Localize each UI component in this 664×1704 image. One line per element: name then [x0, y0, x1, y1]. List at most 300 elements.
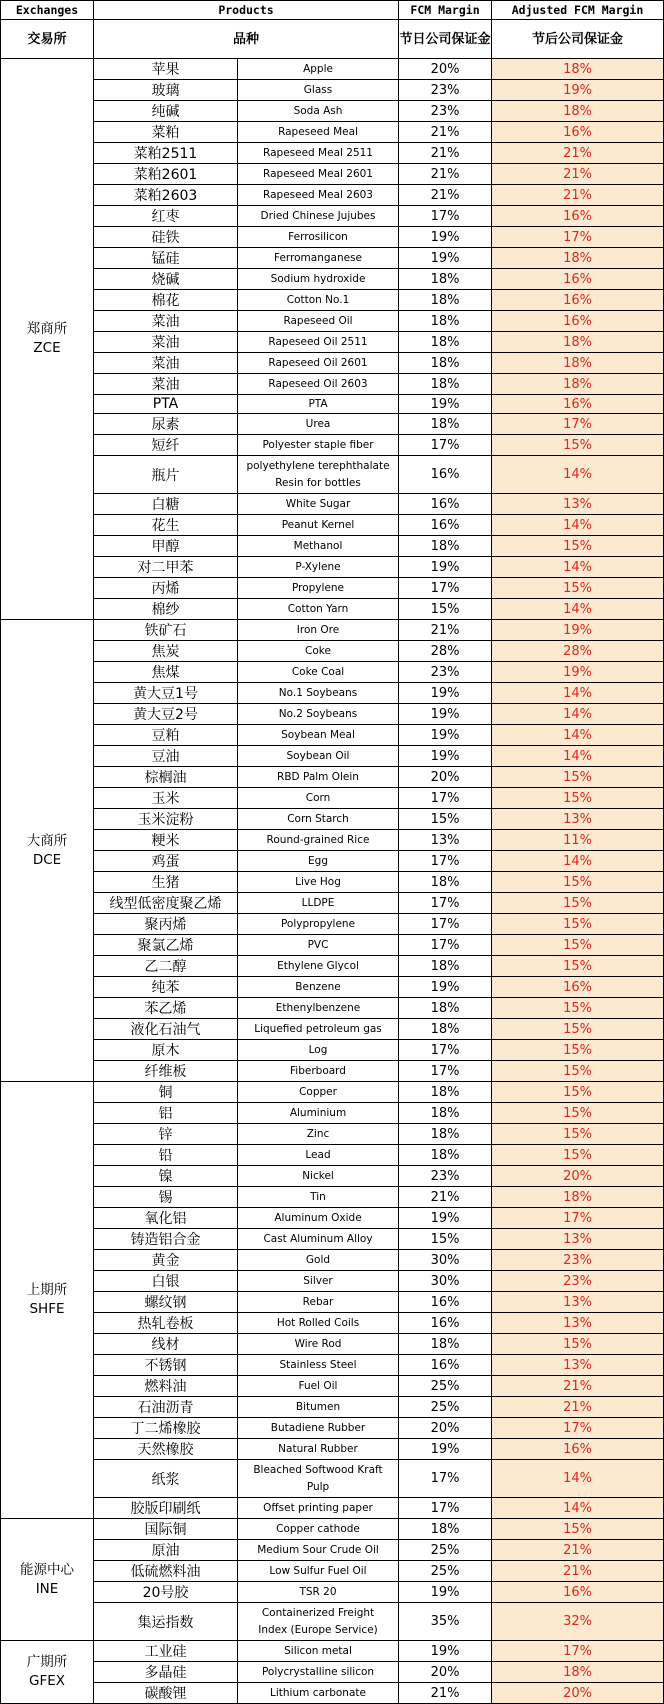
fcm-margin-value: 21%	[399, 143, 492, 164]
fcm-margin-value: 18%	[399, 1145, 492, 1166]
exchange-cell	[1, 1082, 94, 1519]
table-row	[1, 1498, 664, 1519]
adjusted-margin-value: 17%	[492, 1418, 664, 1439]
adjusted-margin-value: 21%	[492, 164, 664, 185]
fcm-margin-value: 18%	[399, 956, 492, 977]
header-fcm-margin: FCM Margin	[399, 1, 492, 20]
product-name-zh: 热轧卷板	[94, 1313, 238, 1334]
header-product-zh: 品种	[94, 20, 399, 59]
table-row	[1, 1229, 664, 1250]
fcm-margin-value: 16%	[399, 1313, 492, 1334]
fcm-margin-value: 18%	[399, 414, 492, 435]
adjusted-margin-value: 15%	[492, 935, 664, 956]
exchange-cell	[1, 59, 94, 620]
table-row	[1, 269, 664, 290]
adjusted-margin-value: 15%	[492, 435, 664, 456]
adjusted-margin-value: 23%	[492, 1271, 664, 1292]
product-name-en: Nickel	[238, 1166, 399, 1187]
fcm-margin-value: 18%	[399, 1103, 492, 1124]
adjusted-margin-value: 20%	[492, 1683, 664, 1704]
product-name-en: Log	[238, 1040, 399, 1061]
product-name-en: Cast Aluminum Alloy	[238, 1229, 399, 1250]
header-post-holiday-margin-zh: 节后公司保证金	[492, 20, 664, 59]
product-name-en: Containerized Freight Index (Europe Service)	[238, 1603, 399, 1641]
fcm-margin-value: 21%	[399, 122, 492, 143]
adjusted-margin-value: 11%	[492, 830, 664, 851]
adjusted-margin-value: 16%	[492, 1439, 664, 1460]
adjusted-margin-value: 15%	[492, 1061, 664, 1082]
adjusted-margin-value: 21%	[492, 1376, 664, 1397]
table-row	[1, 767, 664, 788]
product-name-en: Gold	[238, 1250, 399, 1271]
table-row	[1, 788, 664, 809]
exchange-cell	[1, 1641, 94, 1704]
fcm-margin-value: 18%	[399, 1519, 492, 1540]
table-row	[1, 248, 664, 269]
product-name-zh: 锡	[94, 1187, 238, 1208]
fcm-margin-value: 19%	[399, 977, 492, 998]
fcm-margin-value: 20%	[399, 1662, 492, 1683]
fcm-margin-value: 17%	[399, 578, 492, 599]
fcm-margin-value: 18%	[399, 1019, 492, 1040]
adjusted-margin-value: 15%	[492, 536, 664, 557]
table-row	[1, 332, 664, 353]
adjusted-margin-value: 13%	[492, 1355, 664, 1376]
table-body	[1, 59, 664, 1704]
table-row	[1, 1019, 664, 1040]
adjusted-margin-value: 21%	[492, 1540, 664, 1561]
table-row	[1, 599, 664, 620]
table-row	[1, 101, 664, 122]
adjusted-margin-value: 14%	[492, 557, 664, 578]
product-name-zh: PTA	[94, 395, 238, 414]
fcm-margin-value: 20%	[399, 59, 492, 80]
table-row	[1, 1061, 664, 1082]
product-name-en: Methanol	[238, 536, 399, 557]
adjusted-margin-value: 16%	[492, 311, 664, 332]
fcm-margin-value: 17%	[399, 1460, 492, 1498]
table-row	[1, 290, 664, 311]
fcm-margin-value: 17%	[399, 788, 492, 809]
table-row	[1, 206, 664, 227]
adjusted-margin-value: 15%	[492, 1124, 664, 1145]
adjusted-margin-value: 16%	[492, 395, 664, 414]
adjusted-margin-value: 14%	[492, 746, 664, 767]
product-name-zh: 棉花	[94, 290, 238, 311]
product-name-en: Soybean Meal	[238, 725, 399, 746]
header-exchange-zh: 交易所	[1, 20, 94, 59]
product-name-zh: 棕榈油	[94, 767, 238, 788]
adjusted-margin-value: 14%	[492, 704, 664, 725]
adjusted-margin-value: 18%	[492, 1662, 664, 1683]
fcm-margin-value: 17%	[399, 1498, 492, 1519]
fcm-margin-value: 15%	[399, 809, 492, 830]
table-row	[1, 1166, 664, 1187]
fcm-margin-value: 18%	[399, 872, 492, 893]
product-name-en: No.1 Soybeans	[238, 683, 399, 704]
product-name-en: Iron Ore	[238, 620, 399, 641]
fcm-margin-value: 25%	[399, 1540, 492, 1561]
fcm-margin-value: 19%	[399, 395, 492, 414]
table-row	[1, 122, 664, 143]
product-name-en: Offset printing paper	[238, 1498, 399, 1519]
product-name-zh: 螺纹钢	[94, 1292, 238, 1313]
table-row	[1, 1040, 664, 1061]
fcm-margin-value: 19%	[399, 704, 492, 725]
fcm-margin-value: 25%	[399, 1561, 492, 1582]
product-name-zh: 菜油	[94, 374, 238, 395]
product-name-en: Aluminum Oxide	[238, 1208, 399, 1229]
exchange-cell	[1, 1519, 94, 1641]
product-name-en: Wire Rod	[238, 1334, 399, 1355]
product-name-zh: 瓶片	[94, 456, 238, 494]
product-name-zh: 豆油	[94, 746, 238, 767]
product-name-zh: 丁二烯橡胶	[94, 1418, 238, 1439]
adjusted-margin-value: 21%	[492, 1561, 664, 1582]
table-row	[1, 414, 664, 435]
table-row	[1, 164, 664, 185]
product-name-en: Ferromanganese	[238, 248, 399, 269]
table-row	[1, 1355, 664, 1376]
table-row	[1, 1334, 664, 1355]
product-name-zh: 丙烯	[94, 578, 238, 599]
fcm-margin-value: 18%	[399, 998, 492, 1019]
product-name-en: Ethenylbenzene	[238, 998, 399, 1019]
exchange-code: SHFE	[29, 1301, 65, 1317]
table-row	[1, 1582, 664, 1603]
product-name-en: Rapeseed Oil	[238, 311, 399, 332]
product-name-en: Silver	[238, 1271, 399, 1292]
fcm-margin-value: 23%	[399, 1166, 492, 1187]
fcm-margin-value: 16%	[399, 515, 492, 536]
table-row	[1, 1376, 664, 1397]
product-name-zh: 镍	[94, 1166, 238, 1187]
adjusted-margin-value: 32%	[492, 1603, 664, 1641]
product-name-en: Butadiene Rubber	[238, 1418, 399, 1439]
fcm-margin-value: 17%	[399, 206, 492, 227]
exchange-code: INE	[35, 1580, 59, 1597]
table-row	[1, 1082, 664, 1103]
adjusted-margin-value: 16%	[492, 1582, 664, 1603]
adjusted-margin-value: 14%	[492, 851, 664, 872]
fcm-margin-value: 16%	[399, 1355, 492, 1376]
product-name-en: Rapeseed Meal 2601	[238, 164, 399, 185]
adjusted-margin-value: 15%	[492, 1334, 664, 1355]
adjusted-margin-value: 16%	[492, 290, 664, 311]
product-name-zh: 硅铁	[94, 227, 238, 248]
exchange-cell	[1, 620, 94, 1082]
product-name-zh: 红枣	[94, 206, 238, 227]
product-name-en: Natural Rubber	[238, 1439, 399, 1460]
product-name-zh: 20号胶	[94, 1582, 238, 1603]
product-name-en: Soda Ash	[238, 101, 399, 122]
adjusted-margin-value: 13%	[492, 494, 664, 515]
product-name-en: Medium Sour Crude Oil	[238, 1540, 399, 1561]
adjusted-margin-value: 21%	[492, 143, 664, 164]
product-name-zh: 黄大豆1号	[94, 683, 238, 704]
table-row	[1, 1683, 664, 1704]
product-name-en: TSR 20	[238, 1582, 399, 1603]
exchange-name-zh: 郑商所	[26, 321, 68, 337]
fcm-margin-value: 23%	[399, 101, 492, 122]
table-row	[1, 1397, 664, 1418]
fcm-margin-value: 30%	[399, 1250, 492, 1271]
table-row	[1, 578, 664, 599]
fcm-margin-value: 17%	[399, 914, 492, 935]
fcm-margin-value: 16%	[399, 456, 492, 494]
adjusted-margin-value: 18%	[492, 332, 664, 353]
product-name-zh: 纯碱	[94, 101, 238, 122]
fcm-margin-value: 19%	[399, 227, 492, 248]
product-name-en: Silicon metal	[238, 1641, 399, 1662]
exchange-code: GFEX	[28, 1673, 65, 1689]
table-row	[1, 620, 664, 641]
table-row	[1, 1187, 664, 1208]
adjusted-margin-value: 15%	[492, 1040, 664, 1061]
fcm-margin-value: 18%	[399, 536, 492, 557]
product-name-en: Glass	[238, 80, 399, 101]
product-name-zh: 生猪	[94, 872, 238, 893]
fcm-margin-value: 23%	[399, 80, 492, 101]
adjusted-margin-value: 14%	[492, 725, 664, 746]
adjusted-margin-value: 19%	[492, 662, 664, 683]
table-row	[1, 830, 664, 851]
product-name-zh: 苹果	[94, 59, 238, 80]
product-name-en: Corn Starch	[238, 809, 399, 830]
table-row	[1, 1439, 664, 1460]
fcm-margin-value: 17%	[399, 893, 492, 914]
product-name-zh: 天然橡胶	[94, 1439, 238, 1460]
adjusted-margin-value: 21%	[492, 185, 664, 206]
product-name-zh: 铁矿石	[94, 620, 238, 641]
fcm-margin-value: 23%	[399, 662, 492, 683]
product-name-zh: 集运指数	[94, 1603, 238, 1641]
table-row	[1, 641, 664, 662]
product-name-zh: 原木	[94, 1040, 238, 1061]
fcm-margin-value: 15%	[399, 1229, 492, 1250]
table-row	[1, 1124, 664, 1145]
product-name-zh: 豆粕	[94, 725, 238, 746]
product-name-zh: 铸造铝合金	[94, 1229, 238, 1250]
adjusted-margin-value: 14%	[492, 515, 664, 536]
adjusted-margin-value: 19%	[492, 80, 664, 101]
product-name-en: Copper cathode	[238, 1519, 399, 1540]
product-name-zh: 焦炭	[94, 641, 238, 662]
fcm-margin-value: 21%	[399, 185, 492, 206]
adjusted-margin-value: 16%	[492, 206, 664, 227]
adjusted-margin-value: 16%	[492, 269, 664, 290]
table-row	[1, 1460, 664, 1498]
table-row	[1, 1292, 664, 1313]
product-name-en: Cotton No.1	[238, 290, 399, 311]
product-name-zh: 短纤	[94, 435, 238, 456]
product-name-en: Apple	[238, 59, 399, 80]
table-row	[1, 456, 664, 494]
header-row-zh	[1, 20, 664, 59]
product-name-zh: 纤维板	[94, 1061, 238, 1082]
header-adjusted-margin: Adjusted FCM Margin	[492, 1, 664, 20]
header-exchanges: Exchanges	[1, 1, 94, 20]
product-name-zh: 原油	[94, 1540, 238, 1561]
adjusted-margin-value: 17%	[492, 1641, 664, 1662]
product-name-zh: 锰硅	[94, 248, 238, 269]
product-name-zh: 纯苯	[94, 977, 238, 998]
fcm-margin-value: 18%	[399, 1082, 492, 1103]
header-products: Products	[94, 1, 399, 20]
table-row	[1, 998, 664, 1019]
fcm-margin-value: 13%	[399, 830, 492, 851]
product-name-en: Coke Coal	[238, 662, 399, 683]
fcm-margin-value: 17%	[399, 435, 492, 456]
table-row	[1, 435, 664, 456]
table-row	[1, 1540, 664, 1561]
fcm-margin-value: 25%	[399, 1397, 492, 1418]
product-name-en: Peanut Kernel	[238, 515, 399, 536]
adjusted-margin-value: 21%	[492, 1397, 664, 1418]
fcm-margin-value: 19%	[399, 1582, 492, 1603]
fcm-margin-value: 28%	[399, 641, 492, 662]
product-name-en: Cotton Yarn	[238, 599, 399, 620]
product-name-en: PVC	[238, 935, 399, 956]
product-name-en: Bleached Softwood Kraft Pulp	[238, 1460, 399, 1498]
product-name-zh: 烧碱	[94, 269, 238, 290]
product-name-zh: 碳酸锂	[94, 1683, 238, 1704]
product-name-en: Fiberboard	[238, 1061, 399, 1082]
fcm-margin-value: 19%	[399, 248, 492, 269]
fcm-margin-value: 19%	[399, 746, 492, 767]
fcm-margin-value: 17%	[399, 1040, 492, 1061]
table-row	[1, 1603, 664, 1641]
product-name-en: Aluminium	[238, 1103, 399, 1124]
table-row	[1, 1103, 664, 1124]
product-name-en: PTA	[238, 395, 399, 414]
adjusted-margin-value: 23%	[492, 1250, 664, 1271]
fcm-margin-value: 19%	[399, 1439, 492, 1460]
product-name-zh: 菜粕2511	[94, 143, 238, 164]
table-row	[1, 809, 664, 830]
product-name-en: Benzene	[238, 977, 399, 998]
fcm-margin-value: 18%	[399, 1124, 492, 1145]
product-name-zh: 黄金	[94, 1250, 238, 1271]
table-row	[1, 1208, 664, 1229]
adjusted-margin-value: 18%	[492, 59, 664, 80]
product-name-zh: 线材	[94, 1334, 238, 1355]
product-name-zh: 菜粕	[94, 122, 238, 143]
product-name-zh: 玻璃	[94, 80, 238, 101]
fcm-margin-value: 20%	[399, 1418, 492, 1439]
product-name-en: P-Xylene	[238, 557, 399, 578]
product-name-zh: 尿素	[94, 414, 238, 435]
adjusted-margin-value: 15%	[492, 872, 664, 893]
table-row	[1, 914, 664, 935]
table-row	[1, 1519, 664, 1540]
product-name-en: Ferrosilicon	[238, 227, 399, 248]
product-name-zh: 氧化铝	[94, 1208, 238, 1229]
product-name-en: Rapeseed Meal 2603	[238, 185, 399, 206]
table-row	[1, 725, 664, 746]
fcm-margin-value: 30%	[399, 1271, 492, 1292]
adjusted-margin-value: 15%	[492, 788, 664, 809]
product-name-zh: 国际铜	[94, 1519, 238, 1540]
table-row	[1, 935, 664, 956]
adjusted-margin-value: 15%	[492, 1082, 664, 1103]
product-name-en: Dried Chinese Jujubes	[238, 206, 399, 227]
adjusted-margin-value: 14%	[492, 1498, 664, 1519]
product-name-zh: 线型低密度聚乙烯	[94, 893, 238, 914]
fcm-margin-value: 19%	[399, 1641, 492, 1662]
table-row	[1, 515, 664, 536]
fcm-margin-value: 19%	[399, 683, 492, 704]
fcm-margin-value: 17%	[399, 935, 492, 956]
product-name-zh: 菜粕2601	[94, 164, 238, 185]
table-row	[1, 1662, 664, 1683]
product-name-en: RBD Palm Olein	[238, 767, 399, 788]
fcm-margin-value: 25%	[399, 1376, 492, 1397]
adjusted-margin-value: 14%	[492, 683, 664, 704]
product-name-en: polyethylene terephthalate Resin for bottles	[238, 456, 399, 494]
product-name-zh: 焦煤	[94, 662, 238, 683]
product-name-en: Rapeseed Oil 2603	[238, 374, 399, 395]
adjusted-margin-value: 13%	[492, 1313, 664, 1334]
table-row	[1, 185, 664, 206]
adjusted-margin-value: 16%	[492, 122, 664, 143]
fcm-margin-value: 19%	[399, 1208, 492, 1229]
fcm-margin-value: 21%	[399, 620, 492, 641]
table-row	[1, 374, 664, 395]
product-name-zh: 玉米淀粉	[94, 809, 238, 830]
table-row	[1, 1418, 664, 1439]
product-name-zh: 不锈钢	[94, 1355, 238, 1376]
table-row	[1, 1145, 664, 1166]
product-name-en: Polyester staple fiber	[238, 435, 399, 456]
adjusted-margin-value: 17%	[492, 414, 664, 435]
product-name-zh: 铅	[94, 1145, 238, 1166]
product-name-en: Rapeseed Meal	[238, 122, 399, 143]
product-name-en: Liquefied petroleum gas	[238, 1019, 399, 1040]
adjusted-margin-value: 19%	[492, 620, 664, 641]
product-name-en: Hot Rolled Coils	[238, 1313, 399, 1334]
adjusted-margin-value: 13%	[492, 1292, 664, 1313]
exchange-code: DCE	[32, 851, 62, 868]
table-row	[1, 59, 664, 80]
adjusted-margin-value: 14%	[492, 456, 664, 494]
table-row	[1, 746, 664, 767]
product-name-zh: 菜油	[94, 332, 238, 353]
table-row	[1, 395, 664, 414]
fcm-margin-value: 18%	[399, 1334, 492, 1355]
product-name-en: Polycrystalline silicon	[238, 1662, 399, 1683]
adjusted-margin-value: 18%	[492, 101, 664, 122]
table-row	[1, 1561, 664, 1582]
product-name-zh: 铝	[94, 1103, 238, 1124]
product-name-en: Bitumen	[238, 1397, 399, 1418]
product-name-en: Copper	[238, 1082, 399, 1103]
table-row	[1, 227, 664, 248]
product-name-zh: 玉米	[94, 788, 238, 809]
table-row	[1, 1250, 664, 1271]
fcm-margin-value: 18%	[399, 353, 492, 374]
fcm-margin-value: 18%	[399, 269, 492, 290]
adjusted-margin-value: 20%	[492, 1166, 664, 1187]
fcm-margin-value: 18%	[399, 290, 492, 311]
adjusted-margin-value: 15%	[492, 578, 664, 599]
product-name-en: Lithium carbonate	[238, 1683, 399, 1704]
fcm-margin-value: 21%	[399, 1683, 492, 1704]
table-row	[1, 353, 664, 374]
table-row	[1, 977, 664, 998]
fcm-margin-value: 18%	[399, 332, 492, 353]
product-name-en: White Sugar	[238, 494, 399, 515]
